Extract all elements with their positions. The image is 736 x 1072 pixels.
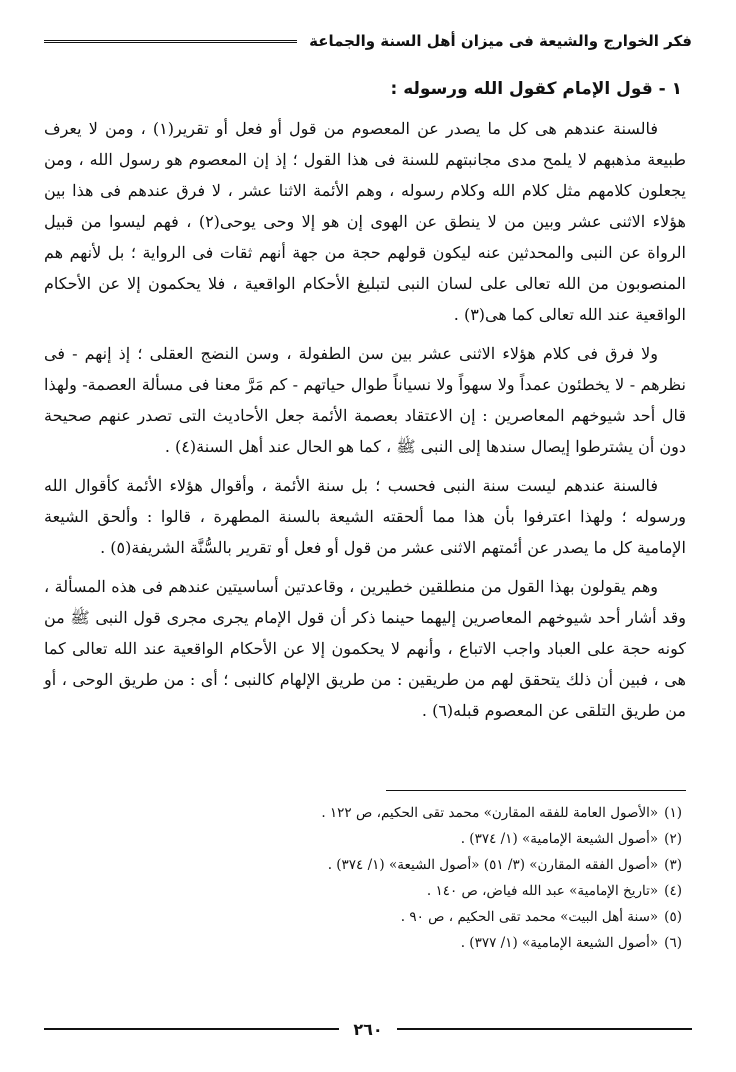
header-rule xyxy=(44,40,297,43)
section-heading: ١ - قول الإمام كقول الله ورسوله : xyxy=(390,79,682,99)
footnote-text: «أصول الشيعة الإمامية» (١/ ٣٧٤) . xyxy=(460,831,659,847)
paragraph-3: فالسنة عندهم ليست سنة النبى فحسب ؛ بل سنة الأئمة ، وأقوال هؤلاء الأئمة كأقوال الله ورسوله ؛ ولهذا اعترفوا بأن هذا مما ألحقته الشيعة بالسنة المطهرة ، قالوا : وألحق الشيعة الإمامية كل ما يصدر عن أئمتهم الاثنى عشر من قول أو فعل أو تقرير بالسُّنَّة الشريفة(٥) . xyxy=(44,476,686,557)
footnote-item xyxy=(60,904,682,930)
footnote-text: «تاريخ الإمامية» عبد الله فياض، ص ١٤٠ . xyxy=(426,883,659,899)
footnote-number: (١) xyxy=(664,805,682,821)
running-header-title: فكر الخوارج والشيعة فى ميزان أهل السنة والجماعة xyxy=(297,32,692,50)
footnote-item xyxy=(60,826,682,852)
footer-rule-left xyxy=(44,1028,339,1030)
paragraph-4: وهم يقولون بهذا القول من منطلقين خطيرين ، وقاعدتين أساسيتين عندهم فى هذه المسألة ، وقد أشار أحد شيوخهم المعاصرين إليهما حينما ذكر أن قول الإمام يجرى مجرى قول النبى ﷺ من كونه حجة على العباد واجب الاتباع ، وأنهم لا يحكمون إلا عن الأحكام الواقعية عند الله تعالى كما هى ، فبين أن ذلك يتحقق لهم من طريقين : من طريق الإلهام كالنبى ؛ أى : من طريق الوحى ، أو من طريق التلقى عن المعصوم قبله(٦) . xyxy=(44,577,686,720)
footnote-number: (٣) xyxy=(664,857,682,873)
footnote-number: (٢) xyxy=(664,831,682,847)
paragraph-1: فالسنة عندهم هى كل ما يصدر عن المعصوم من قول أو فعل أو تقرير(١) ، ومن لا يعرف طبيعة مذهبهم لا يلمح مدى مجانبتهم للسنة فى هذا القول ؛ إذ إن المعصوم هو رسول الله ، ومن يجعلون كلامهم مثل كلام الله وكلام رسوله ، وهم الأئمة الاثنا عشر ، لا فرق عندهم فى هذا بين هؤلاء الاثنى عشر وبين من لا ينطق عن الهوى إن هو إلا وحى يوحى(٢) ، فهم ليسوا من قبيل الرواة عن النبى والمحدثين عنه ليكون قولهم حجة من جهة أنهم ثقات فى الرواية ؛ بل لأنهم هم المنصوبون من الله تعالى على لسان النبى لتبليغ الأحكام الواقعية ، فلا يحكمون إلا عن الأحكام الواقعية عند الله تعالى كما هى(٣) . xyxy=(44,119,686,324)
footnote-item xyxy=(60,878,682,904)
footnote-item xyxy=(60,930,682,956)
footnote-text: «أصول الفقه المقارن» (٣/ ٥١) «أصول الشيعة» (١/ ٣٧٤) . xyxy=(327,857,659,873)
footnote-item xyxy=(60,852,682,878)
footnote-number: (٦) xyxy=(664,935,682,951)
footnote-number: (٥) xyxy=(664,909,682,925)
running-header xyxy=(44,28,692,54)
footnote-item xyxy=(60,800,682,826)
page-number: ٢٦٠ xyxy=(353,1019,383,1039)
footnote-text: «الأصول العامة للفقه المقارن» محمد تقى الحكيم، ص ١٢٢ . xyxy=(321,805,659,821)
footnotes-list xyxy=(60,800,682,956)
footer-rule-right xyxy=(397,1028,692,1030)
page-footer xyxy=(44,1018,692,1040)
main-text xyxy=(44,68,686,734)
footnote-number: (٤) xyxy=(664,883,682,899)
footnote-separator xyxy=(386,790,686,791)
paragraph-2: ولا فرق فى كلام هؤلاء الاثنى عشر بين سن الطفولة ، وسن النضج العقلى ؛ إذ إنهم - فى نظرهم - لا يخطئون عمداً ولا سهواً ولا نسياناً طوال حياتهم - كم مَرَّ معنا فى مسألة العصمة- ولهذا قال أحد شيوخهم المعاصرين : إن الاعتقاد بعصمة الأئمة جعل الأحاديث التى تصدر عنهم صحيحة دون أن يشترطوا إيصال سندها إلى النبى ﷺ ، كما هو الحال عند أهل السنة(٤) . xyxy=(44,344,686,456)
footnote-text: «سنة أهل البيت» محمد تقى الحكيم ، ص ٩٠ . xyxy=(400,909,659,925)
footnote-text: «أصول الشيعة الإمامية» (١/ ٣٧٧) . xyxy=(460,935,659,951)
